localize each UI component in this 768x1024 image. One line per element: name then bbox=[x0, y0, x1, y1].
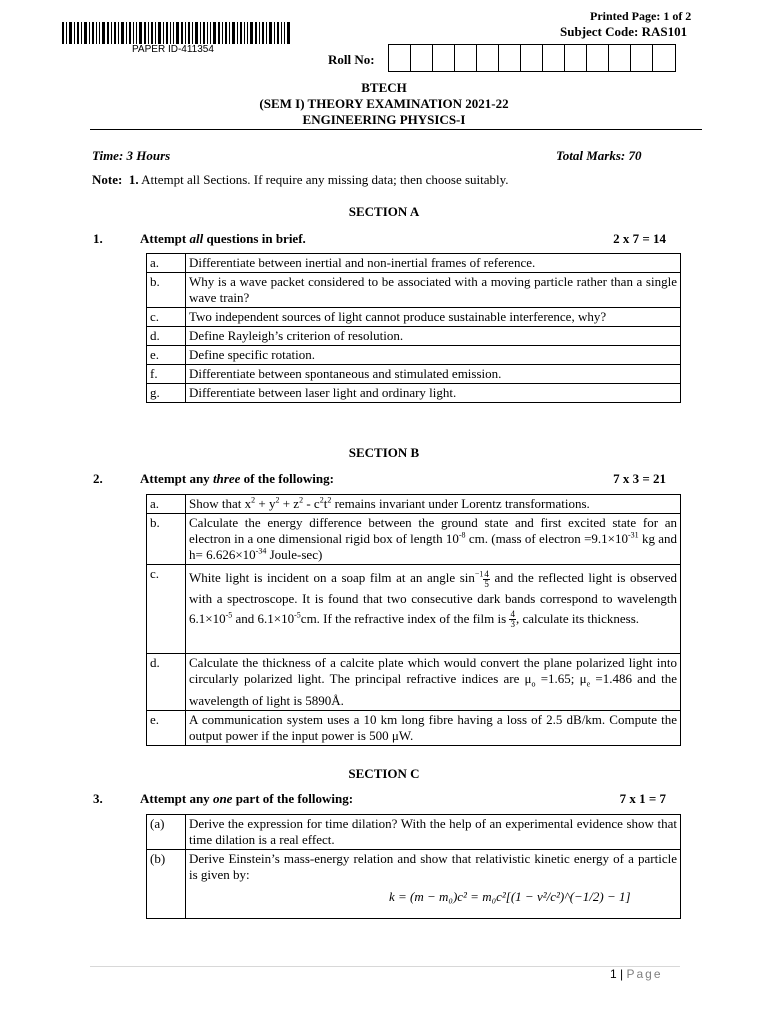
table-row bbox=[147, 565, 681, 654]
question-3-number: 3. bbox=[93, 791, 103, 806]
item-label: e. bbox=[147, 346, 186, 365]
table-row bbox=[147, 710, 681, 745]
table-row bbox=[147, 273, 681, 308]
item-label: f. bbox=[147, 365, 186, 384]
item-label: (a) bbox=[147, 815, 186, 850]
exam-note bbox=[92, 172, 509, 188]
roll-number-box[interactable] bbox=[477, 45, 499, 71]
roll-number-box[interactable] bbox=[565, 45, 587, 71]
item-text: Two independent sources of light cannot produce sustainable interference, why? bbox=[186, 308, 681, 327]
fraction: $\frac{4}{3}$ bbox=[510, 609, 515, 630]
table-row bbox=[147, 514, 681, 565]
item-text bbox=[186, 850, 681, 919]
page-footer bbox=[610, 967, 663, 981]
fraction: $\frac{4}{5}$ bbox=[484, 568, 489, 589]
table-row bbox=[147, 815, 681, 850]
section-c-title: SECTION C bbox=[348, 766, 420, 781]
item-label: b. bbox=[147, 514, 186, 565]
table-row bbox=[147, 254, 681, 273]
section-a-table bbox=[146, 253, 681, 403]
section-c-table bbox=[146, 814, 681, 919]
item-text: Calculate the energy difference between the ground state and first excited state for an electron in a one dimensional rigid box of length $10^{-8}$ cm. (mass of electron $=9.1\times 10^{-31}$ kg and $h= 6.626\times 10^{-34}$ Joule-sec) bbox=[186, 514, 681, 565]
item-text: A communication system uses a 10 km long fibre having a loss of 2.5 dB/km. Compute the output power if the input power is 500 μW. bbox=[186, 710, 681, 745]
item-label: c. bbox=[147, 565, 186, 654]
paper-id: PAPER ID-411354 bbox=[132, 44, 214, 55]
subject-title: ENGINEERING PHYSICS-I bbox=[302, 112, 466, 127]
exam-title: (SEM I) THEORY EXAMINATION 2021-22 bbox=[259, 96, 509, 111]
note-label: Note: bbox=[92, 172, 123, 187]
item-label: d. bbox=[147, 327, 186, 346]
table-row bbox=[147, 327, 681, 346]
note-text: Attempt all Sections. If require any missing data; then choose suitably. bbox=[141, 172, 509, 187]
item-text: Define Rayleigh’s criterion of resolution. bbox=[186, 327, 681, 346]
item-text: Calculate the thickness of a calcite plate which would convert the plane polarized light into circularly polarized light. The principal refractive indices are $\mu_o =1.65$; $\mu_e =1.486$ and the wavelength of light is 5890Å. bbox=[186, 654, 681, 711]
header-divider bbox=[90, 129, 702, 130]
footer-separator: | bbox=[616, 967, 627, 981]
table-row bbox=[147, 308, 681, 327]
item-label: (b) bbox=[147, 850, 186, 919]
roll-number-box[interactable] bbox=[653, 45, 675, 71]
roll-number-box[interactable] bbox=[499, 45, 521, 71]
roll-number-box[interactable] bbox=[543, 45, 565, 71]
roll-number-box[interactable] bbox=[631, 45, 653, 71]
note-number: 1. bbox=[128, 172, 139, 187]
item-text: Show that $x^2 + y^2 + z^2 - c^2t^2$ remains invariant under Lorentz transformations. bbox=[186, 495, 681, 514]
roll-number-box[interactable] bbox=[433, 45, 455, 71]
degree-title: BTECH bbox=[361, 80, 407, 95]
item-text: Differentiate between spontaneous and stimulated emission. bbox=[186, 365, 681, 384]
einstein-formula: k = (m − m₀)c² = m₀c²[(1 − v²/c²)^(−1/2) − 1] bbox=[389, 889, 631, 904]
item-label: a. bbox=[147, 495, 186, 514]
question-2-marks: 7 x 3 = 21 bbox=[613, 471, 666, 486]
table-row bbox=[147, 850, 681, 919]
item-label: b. bbox=[147, 273, 186, 308]
page-number: 1 bbox=[610, 967, 617, 981]
total-marks: Total Marks: 70 bbox=[556, 148, 642, 163]
table-row bbox=[147, 384, 681, 403]
roll-number-box[interactable] bbox=[609, 45, 631, 71]
page-word: Page bbox=[626, 967, 663, 981]
barcode-image bbox=[62, 22, 290, 44]
item-text: Derive the expression for time dilation? With the help of an experimental evidence show that time dilation is a real effect. bbox=[186, 815, 681, 850]
table-row bbox=[147, 495, 681, 514]
roll-number-box[interactable] bbox=[411, 45, 433, 71]
question-3-marks: 7 x 1 = 7 bbox=[619, 791, 666, 806]
section-a-title: SECTION A bbox=[348, 204, 420, 219]
table-row bbox=[147, 365, 681, 384]
item-label: g. bbox=[147, 384, 186, 403]
item-label: d. bbox=[147, 654, 186, 711]
question-2-number: 2. bbox=[93, 471, 103, 486]
item-label: c. bbox=[147, 308, 186, 327]
roll-number-box[interactable] bbox=[521, 45, 543, 71]
question-2-instruction: Attempt any three of the following: bbox=[140, 471, 334, 486]
roll-number-boxes[interactable] bbox=[388, 44, 676, 72]
item-label: a. bbox=[147, 254, 186, 273]
question-1-instruction: Attempt all questions in brief. bbox=[140, 231, 306, 246]
item-text: Why is a wave packet considered to be associated with a moving particle rather than a single wave train? bbox=[186, 273, 681, 308]
subject-code: Subject Code: RAS101 bbox=[560, 24, 688, 39]
footer-divider bbox=[90, 966, 680, 967]
section-b-table bbox=[146, 494, 681, 746]
roll-number-label: Roll No: bbox=[328, 52, 375, 67]
item-text: Differentiate between laser light and ordinary light. bbox=[186, 384, 681, 403]
roll-number-box[interactable] bbox=[587, 45, 609, 71]
exam-time: Time: 3 Hours bbox=[92, 148, 171, 163]
roll-number-box[interactable] bbox=[389, 45, 411, 71]
item-text: Define specific rotation. bbox=[186, 346, 681, 365]
item-text: White light is incident on a soap film at an angle $\sin^{-1}$ $\frac{4}{5}$ and the reflected light is observed with a spectroscope. It is found that two consecutive dark bands correspond to wavelength $6.1\times 10^{-5}$ and $6.1\times 10^{-5}cm$. If the refractive index of the film is $\frac{4}{3}$ , calculate its thickness. bbox=[186, 565, 681, 654]
question-1-marks: 2 x 7 = 14 bbox=[613, 231, 666, 246]
table-row bbox=[147, 654, 681, 711]
printed-page: Printed Page: 1 of 2 bbox=[590, 9, 692, 23]
table-row bbox=[147, 346, 681, 365]
roll-number-box[interactable] bbox=[455, 45, 477, 71]
question-1-number: 1. bbox=[93, 231, 103, 246]
section-b-title: SECTION B bbox=[348, 445, 420, 460]
item-label: e. bbox=[147, 710, 186, 745]
item-text: Differentiate between inertial and non-inertial frames of reference. bbox=[186, 254, 681, 273]
question-3-instruction: Attempt any one part of the following: bbox=[140, 791, 354, 806]
item-b-text: Derive Einstein’s mass-energy relation and show that relativistic kinetic energy of a particle is given by: bbox=[189, 851, 677, 882]
